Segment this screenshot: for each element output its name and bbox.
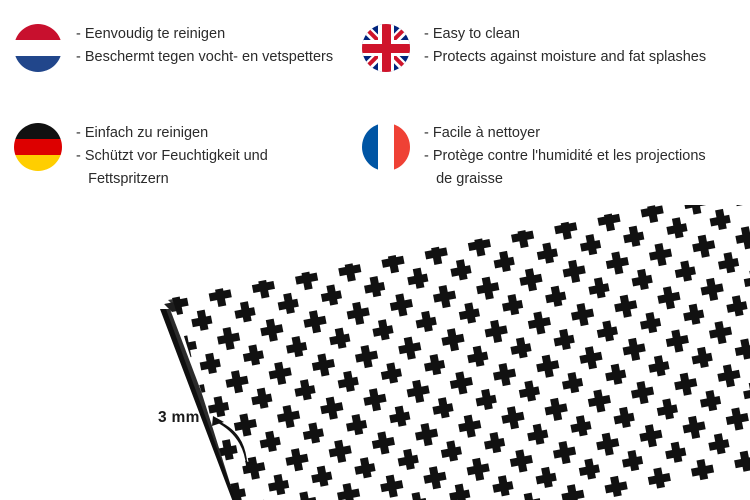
feature-lines-en xyxy=(424,22,706,69)
feature-lines-fr xyxy=(424,121,706,191)
feature-line: - Schützt vor Feuchtigkeit und xyxy=(76,148,268,164)
product-sheet-illustration xyxy=(0,205,750,500)
feature-lines-nl xyxy=(76,22,333,69)
feature-lines-de xyxy=(76,121,268,191)
language-block-en xyxy=(362,22,706,72)
feature-line: - Beschermt tegen vocht- en vetspetters xyxy=(76,49,334,65)
language-block-nl xyxy=(14,22,333,72)
language-block-fr xyxy=(362,121,706,191)
flag-netherlands-icon xyxy=(14,24,62,72)
feature-line: - Facile à nettoyer xyxy=(424,125,541,141)
feature-line: Fettspritzern xyxy=(76,171,169,187)
feature-line: - Eenvoudig te reinigen xyxy=(76,26,226,42)
flag-germany-icon xyxy=(14,123,62,171)
language-feature-grid xyxy=(0,0,750,205)
language-block-de xyxy=(14,121,268,191)
flag-united-kingdom-icon xyxy=(362,24,410,72)
feature-line: - Easy to clean xyxy=(424,26,520,42)
feature-line: - Protège contre l'humidité et les projections xyxy=(424,148,706,164)
feature-line: - Protects against moisture and fat splashes xyxy=(424,49,707,65)
flag-france-icon xyxy=(362,123,410,171)
feature-line: - Einfach zu reinigen xyxy=(76,125,209,141)
feature-line: de graisse xyxy=(424,171,503,187)
product-sheet-svg xyxy=(0,205,750,500)
thickness-label: 3 mm xyxy=(158,409,200,426)
